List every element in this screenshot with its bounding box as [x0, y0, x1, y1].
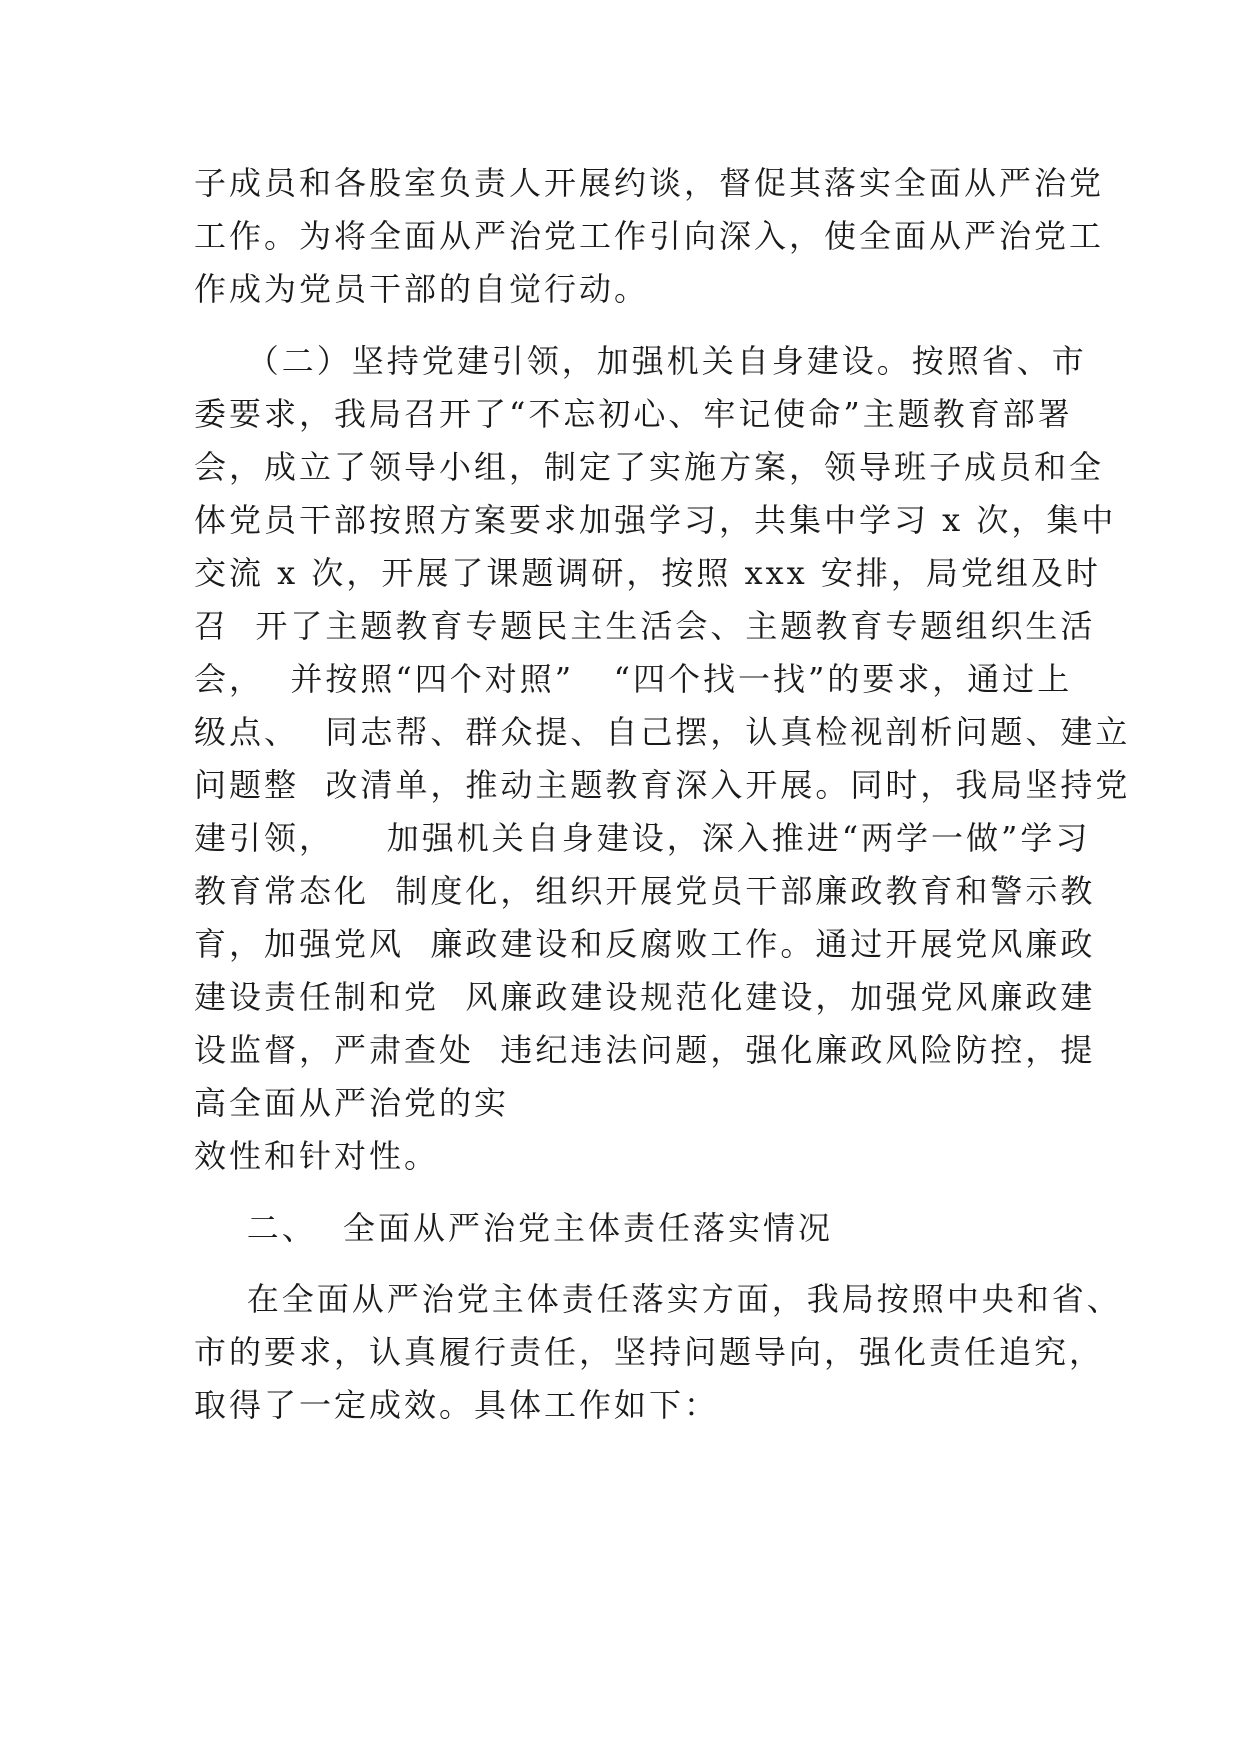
text-line: 会，成立了领导小组，制定了实施方案，领导班子成员和全: [194, 448, 1105, 486]
text-line: 工作。为将全面从严治党工作引向深入，使全面从严治党工: [194, 217, 1105, 255]
text-line: 交流 x 次，开展了课题调研，按照 xxx 安排，局党组及时: [194, 554, 1101, 592]
section-heading-two: （二）坚持党建引领，加强机关自身建设。按照省、市: [194, 342, 1087, 380]
text-line: 建设责任制和党 风廉政建设规范化建设，加强党风廉政建: [194, 978, 1096, 1016]
text-line: 育，加强党风 廉政建设和反腐败工作。通过开展党风廉政: [194, 925, 1096, 963]
text-line: 取得了一定成效。具体工作如下：: [194, 1386, 720, 1424]
text-line: 设监督，严肃查处 违纪违法问题，强化廉政风险防控，提: [194, 1031, 1096, 1069]
text-line: 高全面从严治党的实: [194, 1084, 510, 1122]
text-line: 子成员和各股室负责人开展约谈，督促其落实全面从严治党: [194, 164, 1105, 202]
text-line: 体党员干部按照方案要求加强学习，共集中学习 x 次，集中: [194, 501, 1117, 539]
section-heading-2: 二、 全面从严治党主体责任落实情况: [194, 1209, 834, 1247]
text-line: 教育常态化 制度化，组织开展党员干部廉政教育和警示教: [194, 872, 1096, 910]
text-line: 效性和针对性。: [194, 1137, 440, 1175]
text-line: 市的要求，认真履行责任，坚持问题导向，强化责任追究，: [194, 1333, 1105, 1371]
text-line: 作成为党员干部的自觉行动。: [194, 270, 650, 308]
text-line: 召 开了主题教育专题民主生活会、主题教育专题组织生活: [194, 607, 1096, 645]
text-line: 级点、 同志帮、群众提、自己摆，认真检视剖析问题、建立: [194, 713, 1131, 751]
text-line: 在全面从严治党主体责任落实方面，我局按照中央和省、: [194, 1280, 1122, 1318]
text-line: 问题整 改清单，推动主题教育深入开展。同时，我局坚持党: [194, 766, 1131, 804]
text-line: 委要求，我局召开了“不忘初心、牢记使命”主题教育部署: [194, 395, 1073, 433]
text-line: 建引领， 加强机关自身建设，深入推进“两学一做”学习: [194, 819, 1091, 857]
text-line: 会， 并按照“四个对照” “四个找一找”的要求，通过上: [194, 660, 1073, 698]
